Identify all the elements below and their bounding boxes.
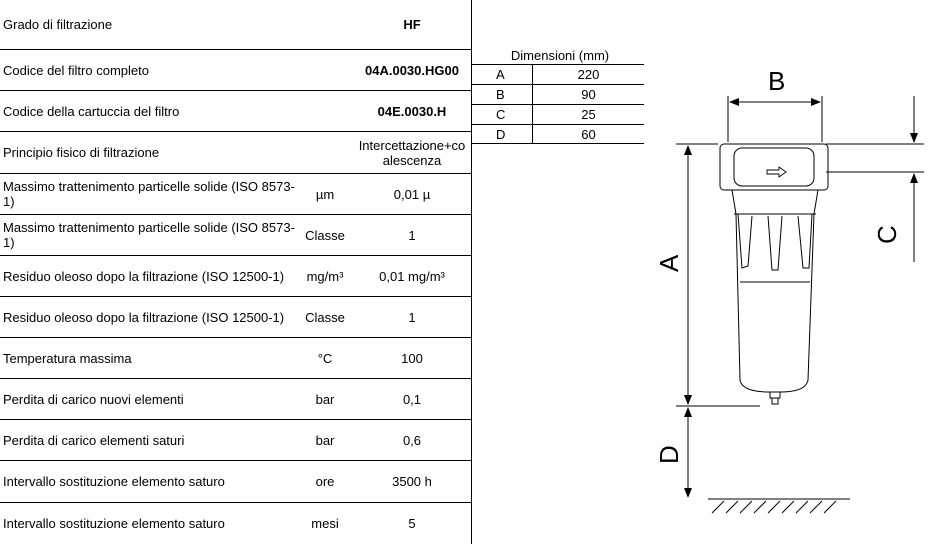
- spec-header-label: Grado di filtrazione: [3, 17, 113, 32]
- spec-header-value: HF: [403, 17, 421, 32]
- dim-key: D: [496, 126, 506, 142]
- table-row: [0, 215, 471, 256]
- row-label: Perdita di carico nuovi elementi: [3, 391, 184, 407]
- filter-body-icon: [720, 144, 828, 404]
- dim-key: C: [496, 107, 506, 122]
- filter-drawing: [644, 0, 930, 544]
- row-label: Residuo oleoso dopo la filtrazione (ISO 12500-1): [3, 268, 285, 284]
- row-unit: Classe: [305, 227, 345, 243]
- row-label: Residuo oleoso dopo la filtrazione (ISO 12500-1): [3, 309, 285, 325]
- table-row: [472, 104, 644, 124]
- row-unit: mesi: [311, 516, 339, 531]
- table-row: [0, 503, 471, 544]
- dim-value: 25: [532, 105, 644, 124]
- row-unit: bar: [315, 432, 335, 448]
- row-label: Intervallo sostituzione elemento saturo: [3, 516, 225, 531]
- dim-value: 90: [532, 85, 644, 104]
- row-label: Codice della cartuccia del filtro: [3, 103, 180, 119]
- row-unit: mg/m³: [306, 268, 344, 284]
- row-unit: µm: [315, 186, 335, 202]
- dim-key: B: [496, 87, 505, 102]
- table-row: [0, 50, 471, 91]
- table-row: [0, 91, 471, 132]
- dimensions-title: Dimensioni (mm): [510, 47, 610, 63]
- table-row: [0, 461, 471, 503]
- row-label: Perdita di carico elementi saturi: [3, 432, 185, 448]
- row-label: Intervallo sostituzione elemento saturo: [3, 474, 225, 489]
- table-row: [0, 174, 471, 215]
- row-value: 04A.0030.HG00: [365, 62, 459, 78]
- row-value: 0,01 µ: [393, 186, 431, 202]
- row-label: Codice del filtro completo: [3, 62, 149, 78]
- dim-value: 220: [532, 65, 644, 84]
- row-value: 04E.0030.H: [377, 103, 447, 119]
- table-row: [0, 297, 471, 338]
- dimension-d-label: D: [654, 445, 684, 464]
- dimension-b-label: B: [768, 66, 786, 96]
- row-label: Principio fisico di filtrazione: [3, 145, 160, 160]
- row-value: 100: [401, 350, 423, 366]
- ground-hatch-icon: [708, 499, 850, 513]
- row-value: 0,6: [402, 432, 422, 448]
- table-row: [472, 64, 644, 84]
- table-row: [0, 256, 471, 297]
- dim-value: 60: [532, 125, 644, 143]
- table-row: [472, 84, 644, 104]
- row-value: 0,01 mg/m³: [379, 268, 445, 284]
- table-row: [0, 379, 471, 420]
- row-label: Massimo trattenimento particelle solide (ISO 8573-1): [3, 179, 295, 209]
- spec-header-row: [0, 0, 471, 50]
- row-value: 0,1: [402, 391, 422, 407]
- row-value: 3500 h: [392, 474, 432, 489]
- row-value: 1: [408, 227, 416, 243]
- dimensions-table: [472, 46, 644, 144]
- table-row: [0, 420, 471, 461]
- row-value: Intercettazione+coalescenza: [358, 137, 466, 168]
- row-value: 5: [408, 516, 416, 531]
- row-unit: °C: [317, 350, 333, 366]
- dim-key: A: [496, 67, 505, 82]
- row-unit: bar: [315, 391, 335, 407]
- row-label: Massimo trattenimento particelle solide (ISO 8573-1): [3, 220, 295, 250]
- row-value: 1: [408, 309, 416, 325]
- dimension-c-label: C: [872, 225, 902, 244]
- table-row: [472, 124, 644, 144]
- row-unit: ore: [315, 474, 335, 489]
- row-unit: Classe: [305, 309, 345, 325]
- dimension-a-label: A: [654, 254, 684, 272]
- table-row: [0, 338, 471, 379]
- row-label: Temperatura massima: [3, 350, 132, 366]
- table-row: [0, 132, 471, 174]
